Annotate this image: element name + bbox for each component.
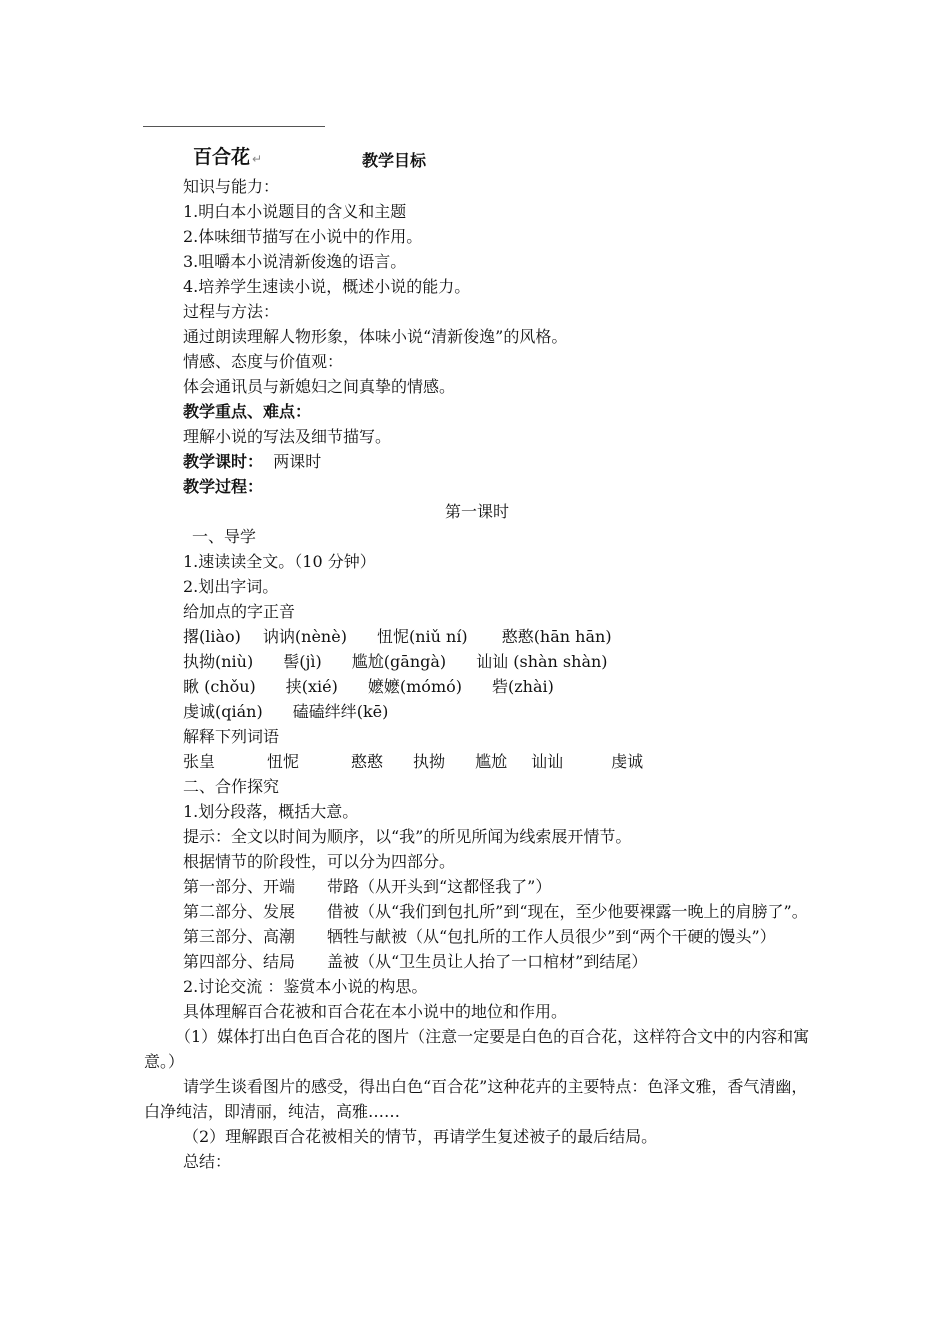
text-line: 知识与能力： (183, 177, 280, 196)
pinyin-item: 挟(xié) (285, 677, 338, 696)
text-line: 3.咀嚼本小说清新俊逸的语言。 (183, 252, 407, 271)
pinyin-item: 髻(jì) (283, 652, 322, 671)
heading-key-points: 教学重点、难点： (183, 402, 312, 421)
vocab-word: 张皇 (183, 752, 216, 771)
text-line: 给加点的字正音 (183, 602, 296, 621)
text-line: 4.培养学生速读小说，概述小说的能力。 (183, 277, 471, 296)
text-paragraph: 请学生谈看图片的感受，得出白色“百合花”这种花卉的主要特点：色泽文雅，香气清幽，白净纯洁，即清丽，纯洁，高雅…… (144, 1077, 808, 1121)
vocab-word: 憨憨 (351, 752, 384, 771)
pinyin-row (144, 699, 810, 724)
text-line: 第四部分、结局 盖被（从“卫生员让人抬了一口棺材”到结尾） (183, 952, 648, 971)
text-line: 1.划分段落，概括大意。 (183, 802, 359, 821)
text-paragraph: 第三部分、高潮 牺牲与献被（从“包扎所的工作人员很少”到“两个干硬的馒头”） (183, 927, 776, 946)
text-line: 解释下列词语 (183, 727, 280, 746)
lesson-title-text: 百合花 (193, 146, 251, 168)
pinyin-row (144, 649, 810, 674)
pinyin-item: 磕磕绊绊(kē) (292, 702, 389, 721)
text-line: 通过朗读理解人物形象，体味小说“清新俊逸”的风格。 (183, 327, 568, 346)
vocab-row (144, 749, 810, 774)
pinyin-item: 忸怩(niǔ ní) (376, 627, 468, 646)
pinyin-item: 憨憨(hān hān) (501, 627, 612, 646)
paragraph-mark-icon: ↵ (252, 152, 263, 166)
pinyin-item: 撂(liào) (183, 627, 241, 646)
text-line: 一、导学 (192, 527, 257, 546)
text-line: 过程与方法： (183, 302, 280, 321)
lesson-hours-value: 两课时 (273, 452, 322, 471)
text-line: 理解小说的写法及细节描写。 (183, 427, 392, 446)
pinyin-item: 尴尬(gāngà) (351, 652, 447, 671)
text-line: 2.讨论交流 ：鉴赏本小说的构思。 (183, 977, 428, 996)
vocab-word: 讪讪 (531, 752, 564, 771)
pinyin-item: 讪讪 (shàn shàn) (476, 652, 608, 671)
pinyin-row (144, 624, 810, 649)
text-line: 根据情节的阶段性，可以分为四部分。 (183, 852, 456, 871)
pinyin-item: 砦(zhài) (492, 677, 554, 696)
text-paragraph: （1）媒体打出白色百合花的图片（注意一定要是白色的百合花，这样符合文中的内容和寓意。） (144, 1027, 810, 1071)
document-body (144, 174, 810, 1174)
text-line: 情感、态度与价值观： (183, 352, 344, 371)
text-line: 第一部分、开端 带路（从开头到“这都怪我了”） (183, 877, 552, 896)
heading-process: 教学过程： (183, 477, 264, 496)
pinyin-item: 讷讷(nènè) (262, 627, 347, 646)
pinyin-item: 嬷嬷(mómó) (367, 677, 462, 696)
text-line: 提示：全文以时间为顺序，以“我”的所见所闻为线索展开情节。 (183, 827, 632, 846)
text-line: 二、合作探究 (183, 777, 280, 796)
pinyin-item: 虔诚(qián) (183, 702, 263, 721)
text-line: 总结： (183, 1152, 232, 1171)
vocab-word: 执拗 (413, 752, 446, 771)
text-line: 2.划出字词。 (183, 577, 279, 596)
text-line: 2.体味细节描写在小说中的作用。 (183, 227, 423, 246)
text-line: 体会通讯员与新媳妇之间真挚的情感。 (183, 377, 456, 396)
pinyin-item: 执拗(niù) (183, 652, 254, 671)
vocab-word: 忸怩 (267, 752, 300, 771)
section-title: 教学目标 (362, 151, 427, 170)
vocab-word: 虔诚 (611, 752, 644, 771)
pinyin-row (144, 674, 810, 699)
lesson-hours (144, 449, 810, 474)
lesson-title (193, 142, 262, 169)
text-line: 1.明白本小说题目的含义和主题 (183, 202, 407, 221)
vocab-word: 尴尬 (475, 752, 508, 771)
text-line: 1.速读读全文。（10 分钟） (183, 552, 376, 571)
lesson-hours-label: 教学课时： (183, 452, 264, 471)
text-line: （2）理解跟百合花被相关的情节，再请学生复述被子的最后结局。 (183, 1127, 658, 1146)
text-line: 具体理解百合花被和百合花在本小说中的地位和作用。 (183, 1002, 568, 1021)
header-rule (143, 126, 325, 127)
first-lesson-heading: 第一课时 (444, 502, 509, 521)
pinyin-item: 瞅 (chǒu) (183, 677, 256, 696)
text-paragraph: 第二部分、发展 借被（从“我们到包扎所”到“现在，至少他要裸露一晚上的肩膀了”。 (183, 902, 808, 921)
